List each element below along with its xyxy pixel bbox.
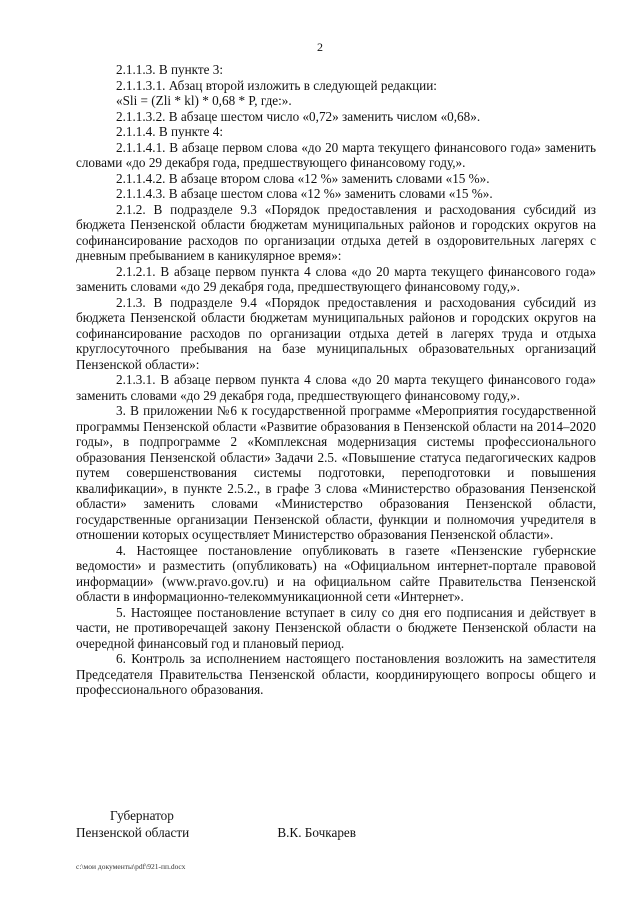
file-path-footer: c:\мои документы\pdf\921-пп.docx [76,862,186,871]
page-number: 2 [317,40,323,54]
signer-region: Пензенской области [76,825,190,840]
paragraph: 2.1.1.4.1. В абзаце первом слова «до 20 марта текущего финансового года» заменить словами «до 29 декабря года, предшествующего финансовому году,». [76,139,596,170]
paragraph: 2.1.3.1. В абзаце первом пункта 4 слова «до 20 марта текущего финансового года» заменить словами «до 29 декабря года, предшествующего финансовому году,». [76,372,596,403]
paragraph: 2.1.2.1. В абзаце первом пункта 4 слова «до 20 марта текущего финансового года» заменить словами «до 29 декабря года, предшествующего финансовому году,». [76,263,596,294]
paragraph: 3. В приложении №6 к государственной программе «Мероприятия государственной программы Пензенской области «Развитие образования в Пензенской области на 2014–2020 годы», в подпрограмме 2 «Комплексная модернизация системы профессионального образования Пензенской области» Задачи 2.5. «Повышение статуса педагогических кадров путем совершенствования системы подготовки, переподготовки и повышения квалификации», в пункте 2.5.2., в графе 3 слова «Министерство образования Пензенской области» заменить словами «Министерство образования Пензенской области, государственные организации Пензенской области, функции и полномочия учредителя в отношении которых осуществляет Министерство образования Пензенской области». [76,403,596,542]
formula-paragraph: «Sli = (Zli * kl) * 0,68 * P, где:». [116,93,292,108]
paragraph: 4. Настоящее постановление опубликовать в газете «Пензенские губернские ведомости» и разместить (опубликовать) на «Официальном интернет-портале правовой информации» (www.pravo.gov.ru) и на официальном сайте Правительства Пензенской области в информационно-телекоммуникационной сети «Интернет». [76,542,596,604]
paragraph: 2.1.1.4. В пункте 4: [116,124,224,139]
paragraph: 2.1.1.3.2. В абзаце шестом число «0,72» заменить числом «0,68». [116,108,481,124]
signer-title: Губернатор [110,808,174,823]
signature-block [76,807,596,841]
paragraph: 5. Настоящее постановление вступает в силу со дня его подписания и действует в части, не противоречащей закону Пензенской области о бюджете Пензенской области на очередной финансовый год и плановый период. [76,604,596,651]
signer-name: В.К. Бочкарев [277,825,356,840]
signer-row [76,824,356,841]
paragraph: 2.1.1.4.2. В абзаце втором слова «12 %» заменить словами «15 %». [116,170,490,186]
paragraph: 2.1.2. В подразделе 9.3 «Порядок предоставления и расходования субсидий из бюджета Пензенской области бюджетам муниципальных районов и городских округов на софинансирование расходов по организации отдыха детей в оздоровительных лагерях с дневным пребыванием в каникулярное время»: [76,201,596,263]
paragraph: 6. Контроль за исполнением настоящего постановления возложить на заместителя Председателя Правительства Пензенской области, координирующего вопросы общего и профессионального образования. [76,651,596,697]
paragraph: 2.1.1.4.3. В абзаце шестом слова «12 %» заменить словами «15 %». [116,186,493,201]
document-body [76,62,596,698]
paragraph: 2.1.1.3.1. Абзац второй изложить в следующей редакции: [116,77,437,93]
paragraph: 2.1.3. В подразделе 9.4 «Порядок предоставления и расходования субсидий из бюджета Пензенской области бюджетам муниципальных районов и городских округов на софинансирование расходов по организации отдыха детей в лагерях труда и отдыха круглосуточного пребывания на базе муниципальных образовательных организаций Пензенской области»: [76,294,596,372]
paragraph: 2.1.1.3. В пункте 3: [116,62,224,77]
